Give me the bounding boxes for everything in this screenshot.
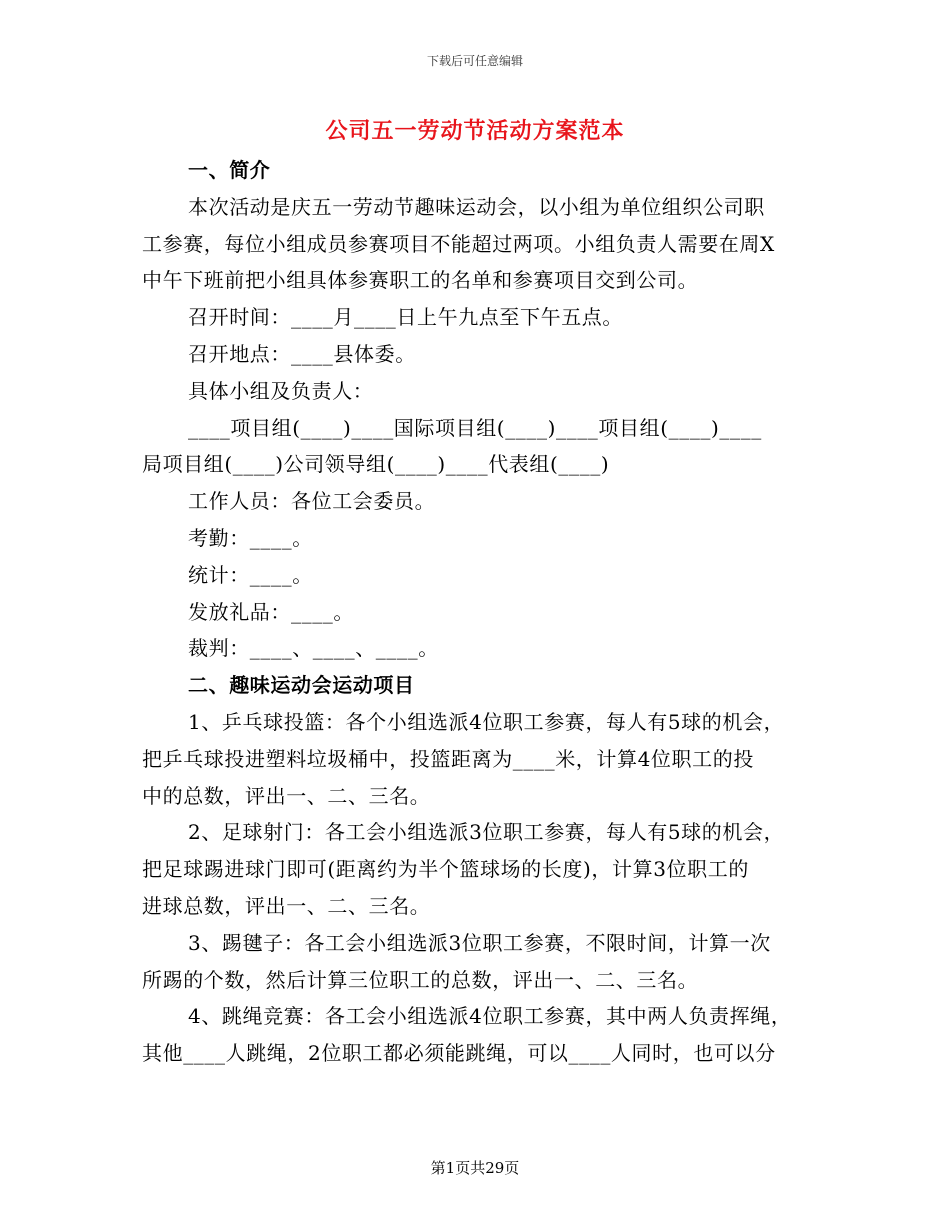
text-line: 发放礼品：____。 bbox=[188, 599, 354, 624]
text-line: 4、跳绳竞赛：各工会小组选派4位职工参赛，其中两人负责挥绳， bbox=[188, 1004, 792, 1029]
page-header: 下载后可任意编辑 bbox=[426, 54, 523, 68]
section-heading: 二、趣味运动会运动项目 bbox=[188, 673, 415, 698]
text-line: 把乒乓球投进塑料垃圾桶中，投篮距离为____米，计算4位职工的投 bbox=[142, 746, 754, 771]
text-line: 所踢的个数，然后计算三位职工的总数，评出一、二、三名。 bbox=[142, 967, 699, 992]
text-line: 中午下班前把小组具体参赛职工的名单和参赛项目交到公司。 bbox=[142, 268, 699, 293]
text-line: 把足球踢进球门即可(距离约为半个篮球场的长度)，计算3位职工的 bbox=[142, 857, 749, 882]
page-footer: 第1页共29页 bbox=[430, 1159, 520, 1177]
text-line: 进球总数，评出一、二、三名。 bbox=[142, 893, 431, 918]
text-line: 本次活动是庆五一劳动节趣味运动会，以小组为单位组织公司职 bbox=[188, 194, 765, 219]
text-line: 1、乒乓球投篮：各个小组选派4位职工参赛，每人有5球的机会， bbox=[188, 709, 785, 734]
document-body bbox=[142, 152, 822, 1072]
text-line: 工作人员：各位工会委员。 bbox=[188, 489, 436, 514]
text-line: 考勤：____。 bbox=[188, 525, 313, 550]
text-line: 其他____人跳绳，2位职工都必须能跳绳，可以____人同时，也可以分 bbox=[142, 1041, 776, 1066]
text-line: 具体小组及负责人： bbox=[188, 378, 374, 403]
text-line: ____项目组(____)____国际项目组(____)____项目组(____)____ bbox=[188, 415, 762, 440]
text-line: 2、足球射门：各工会小组选派3位职工参赛，每人有5球的机会， bbox=[188, 820, 785, 845]
text-line: 3、踢毽子：各工会小组选派3位职工参赛，不限时间，计算一次 bbox=[188, 930, 771, 955]
text-line: 裁判：____、____、____。 bbox=[188, 636, 439, 661]
text-line: 召开地点：____县体委。 bbox=[188, 341, 416, 366]
section-heading: 一、简介 bbox=[188, 158, 271, 182]
document-title: 公司五一劳动节活动方案范本 bbox=[325, 118, 625, 144]
text-line: 中的总数，评出一、二、三名。 bbox=[142, 783, 431, 808]
text-line: 召开时间：____月____日上午九点至下午五点。 bbox=[188, 305, 623, 330]
text-line: 工参赛，每位小组成员参赛项目不能超过两项。小组负责人需要在周X bbox=[142, 231, 775, 256]
text-line: 统计：____。 bbox=[188, 562, 313, 587]
text-line: 局项目组(____)公司领导组(____)____代表组(____) bbox=[142, 452, 610, 477]
